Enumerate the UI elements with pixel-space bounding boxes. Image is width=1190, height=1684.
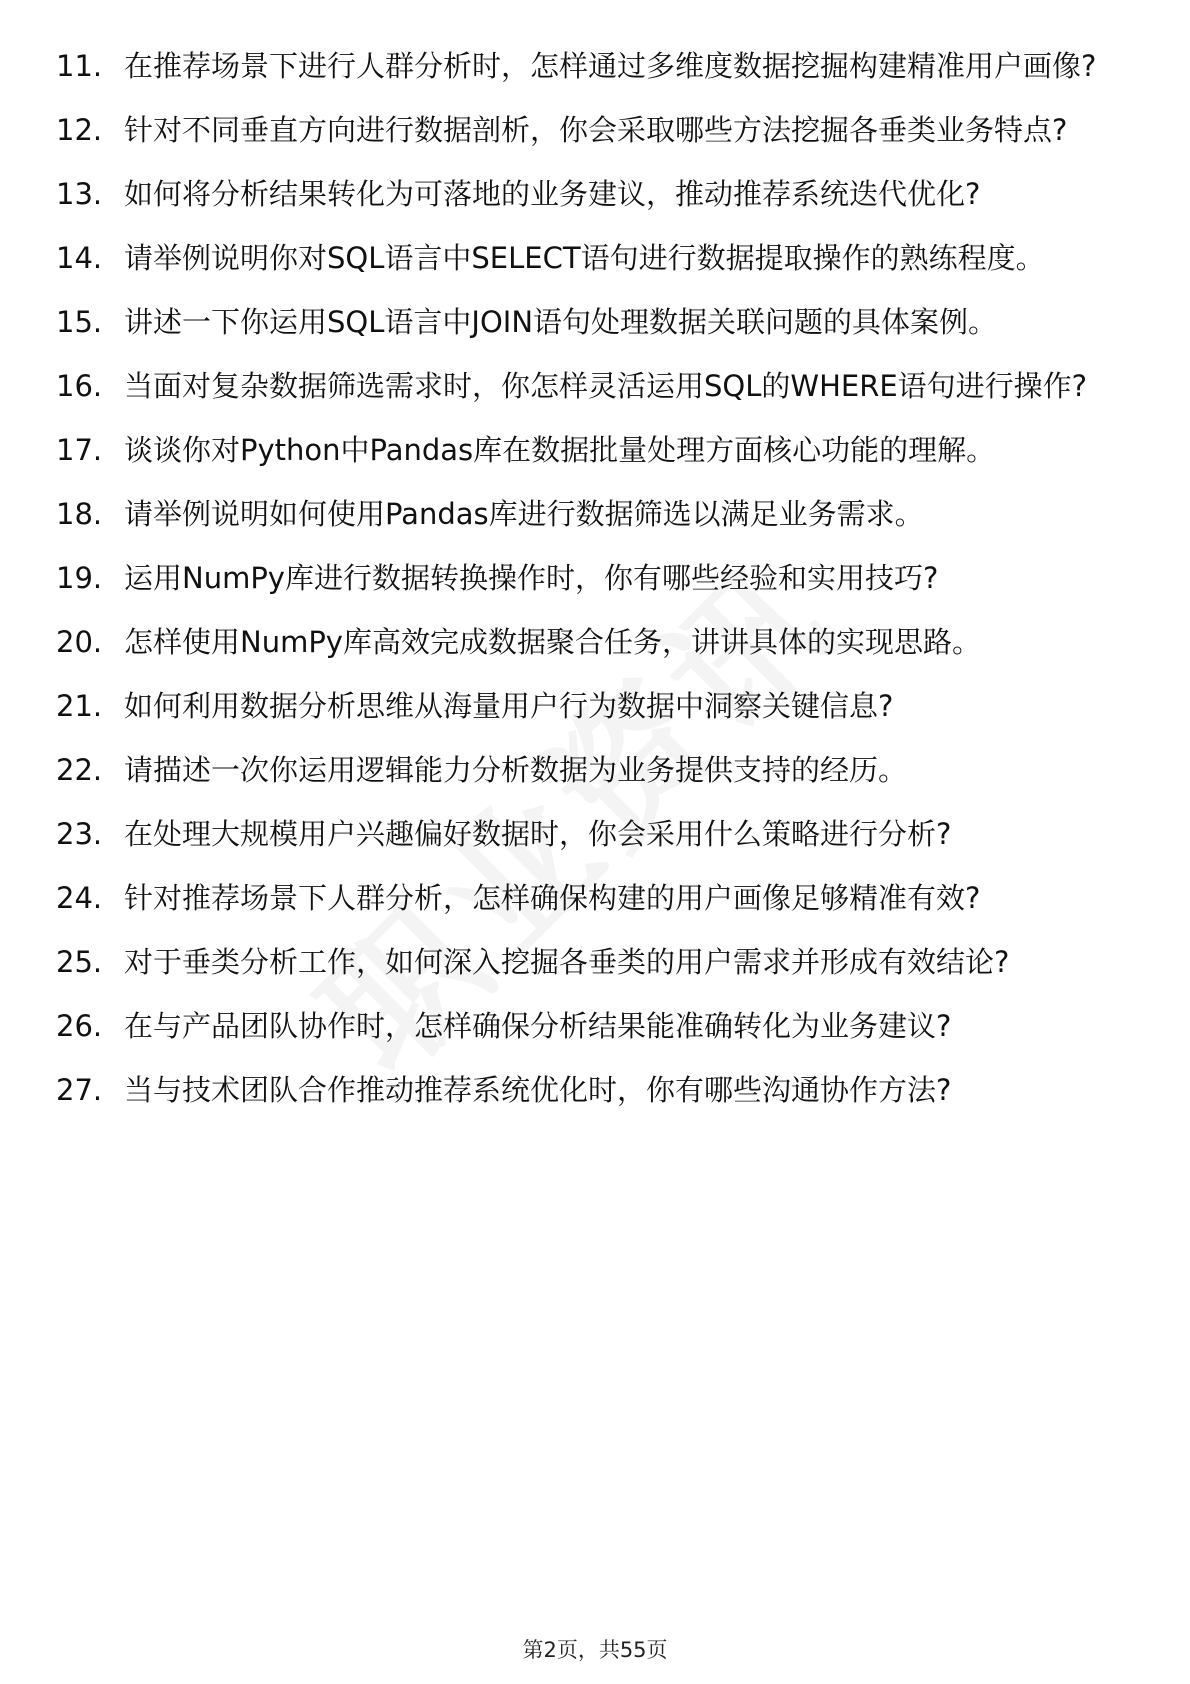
question-item [56, 622, 1136, 662]
question-item [56, 174, 1136, 214]
question-item [56, 686, 1136, 726]
question-number: 27. [56, 1073, 103, 1107]
question-text: 在推荐场景下进行人群分析时，怎样通过多维度数据挖掘构建精准用户画像? [124, 49, 1097, 83]
question-text: 在与产品团队协作时，怎样确保分析结果能准确转化为业务建议? [124, 1009, 952, 1043]
question-text: 对于垂类分析工作，如何深入挖掘各垂类的用户需求并形成有效结论? [124, 945, 1010, 979]
question-number: 21. [56, 689, 103, 723]
page-footer: 第2页，共55页 [522, 1638, 668, 1662]
question-number: 23. [56, 817, 103, 851]
question-item [56, 814, 1136, 854]
question-item [56, 366, 1136, 406]
question-list [56, 46, 1136, 1134]
question-item [56, 878, 1136, 918]
question-number: 18. [56, 497, 103, 531]
question-text: 当面对复杂数据筛选需求时，你怎样灵活运用SQL的WHERE语句进行操作? [124, 369, 1088, 403]
question-number: 14. [56, 241, 103, 275]
question-text: 请描述一次你运用逻辑能力分析数据为业务提供支持的经历。 [124, 753, 908, 787]
question-number: 15. [56, 305, 103, 339]
question-text: 请举例说明你对SQL语言中SELECT语句进行数据提取操作的熟练程度。 [124, 241, 1045, 275]
question-text: 针对推荐场景下人群分析，怎样确保构建的用户画像足够精准有效? [124, 881, 981, 915]
question-number: 19. [56, 561, 103, 595]
question-text: 当与技术团队合作推动推荐系统优化时，你有哪些沟通协作方法? [124, 1073, 952, 1107]
question-number: 24. [56, 881, 103, 915]
question-item [56, 494, 1136, 534]
question-number: 17. [56, 433, 103, 467]
question-text: 怎样使用NumPy库高效完成数据聚合任务，讲讲具体的实现思路。 [124, 625, 981, 659]
question-item [56, 750, 1136, 790]
question-item [56, 302, 1136, 342]
question-number: 25. [56, 945, 103, 979]
question-number: 16. [56, 369, 103, 403]
question-text: 讲述一下你运用SQL语言中JOIN语句处理数据关联问题的具体案例。 [124, 305, 998, 339]
question-item [56, 110, 1136, 150]
question-item [56, 942, 1136, 982]
question-number: 20. [56, 625, 103, 659]
question-number: 26. [56, 1009, 103, 1043]
question-item [56, 430, 1136, 470]
question-item [56, 558, 1136, 598]
question-text: 运用NumPy库进行数据转换操作时，你有哪些经验和实用技巧? [124, 561, 939, 595]
question-number: 22. [56, 753, 103, 787]
question-text: 在处理大规模用户兴趣偏好数据时，你会采用什么策略进行分析? [124, 817, 952, 851]
question-number: 12. [56, 113, 103, 147]
question-number: 13. [56, 177, 103, 211]
question-text: 请举例说明如何使用Pandas库进行数据筛选以满足业务需求。 [124, 497, 924, 531]
question-text: 谈谈你对Python中Pandas库在数据批量处理方面核心功能的理解。 [124, 433, 996, 467]
question-text: 如何将分析结果转化为可落地的业务建议，推动推荐系统迭代优化? [124, 177, 981, 211]
question-item [56, 1006, 1136, 1046]
question-number: 11. [56, 49, 103, 83]
question-item [56, 238, 1136, 278]
question-item [56, 1070, 1136, 1110]
question-item [56, 46, 1136, 86]
question-text: 针对不同垂直方向进行数据剖析，你会采取哪些方法挖掘各垂类业务特点? [124, 113, 1068, 147]
question-text: 如何利用数据分析思维从海量用户行为数据中洞察关键信息? [124, 689, 894, 723]
